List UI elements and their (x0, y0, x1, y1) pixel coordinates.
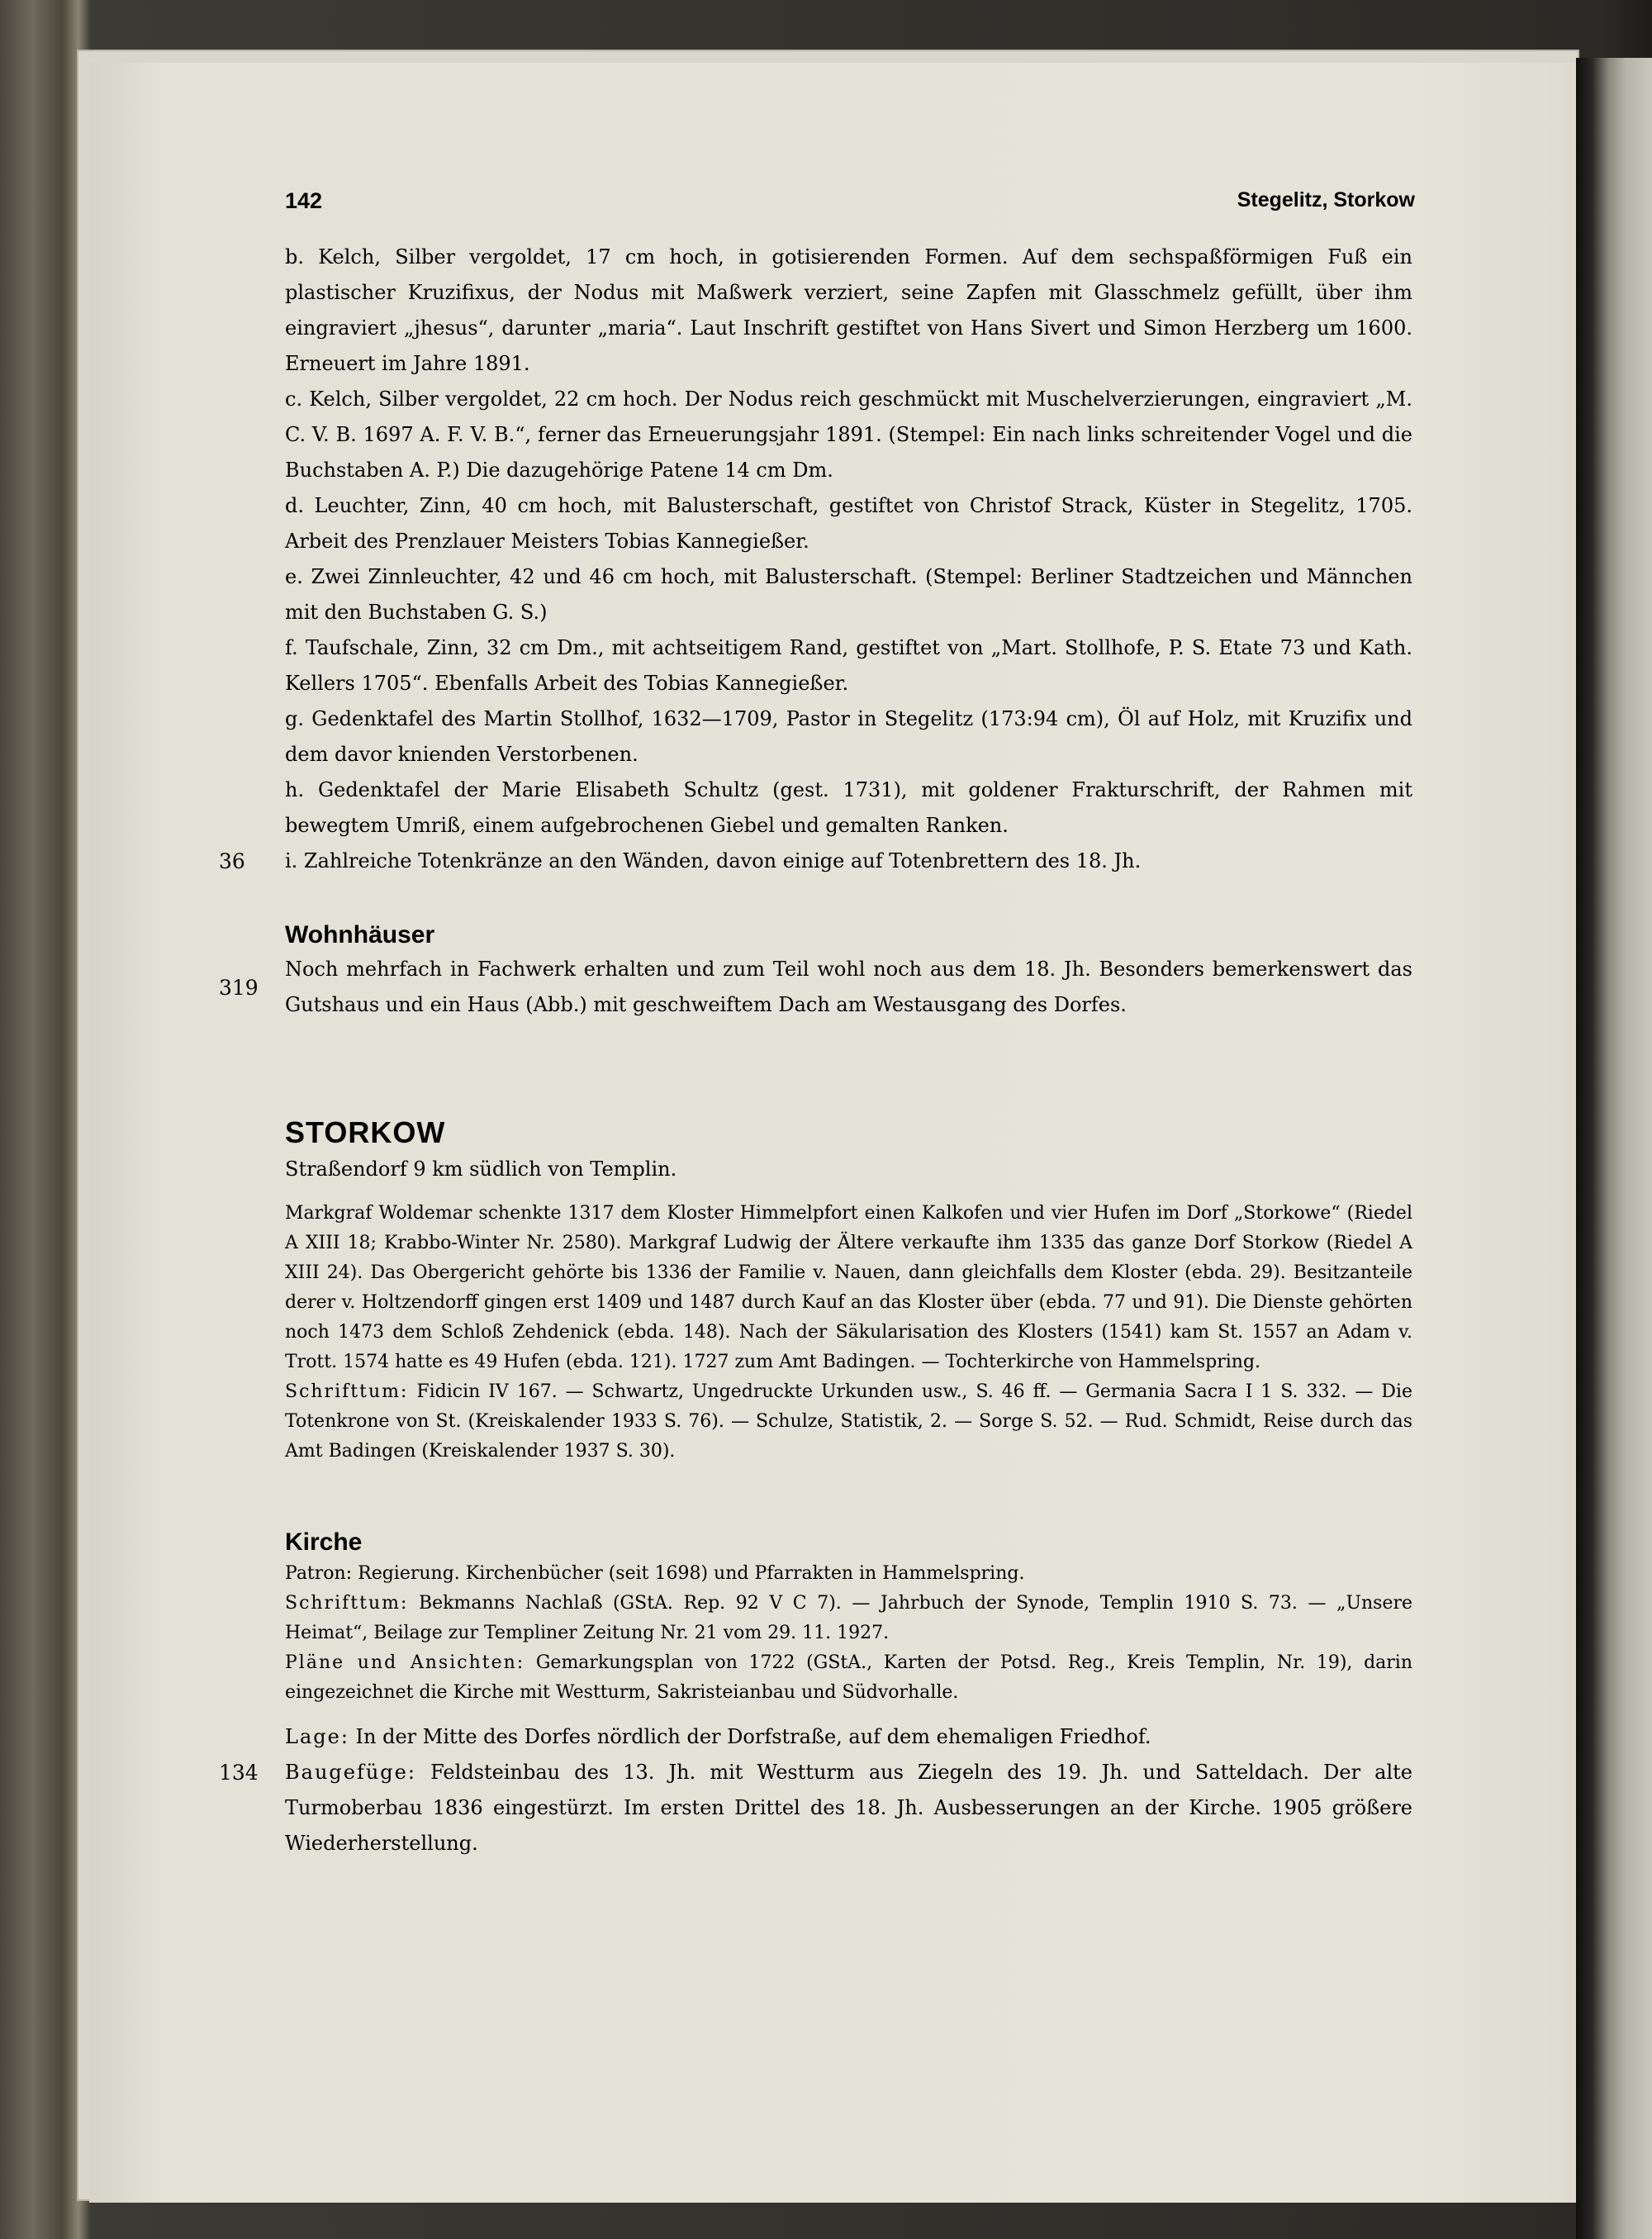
item-i-text: i. Zahlreiche Totenkränze an den Wänden, davon einige auf Totenbrettern des 18. Jh. (285, 849, 1142, 872)
structure-label: Baugefüge: (285, 1761, 416, 1784)
item-b: b. Kelch, Silber vergoldet, 17 cm hoch, in gotisierenden Formen. Auf dem sechspaßförmigen Fuß ein plastischer Kruzifixus, der Nodus mit Maßwerk verziert, seine Zapfen mit Glasschmelz gefüllt, über ihm eingraviert „jhesus“, darunter „maria“. Laut Inschrift gestiftet von Hans Sivert und Simon Herzberg um 1600. Erneuert im Jahre 1891. (285, 245, 1412, 375)
kirche-literature (285, 1589, 1412, 1648)
kirche-structure (219, 1755, 1412, 1861)
page-number: 142 (285, 188, 323, 213)
kirche-plans (285, 1648, 1412, 1708)
literature-label: Schrifttum: (285, 1381, 409, 1402)
item-i (219, 844, 1412, 879)
storkow-literature (285, 1377, 1412, 1467)
location-text: In der Mitte des Dorfes nördlich der Dorfstraße, auf dem ehemaligen Friedhof. (355, 1725, 1151, 1748)
kirche-patron (285, 1559, 1412, 1589)
page-content (219, 240, 1413, 1861)
literature-text: Fidicin IV 167. — Schwartz, Ungedruckte Urkunden usw., S. 46 ff. — Germania Sacra I 1 S. 332. — Die Totenkrone von St. (Kreiskalender 1933 S. 76). — Schulze, Statistik, 2. — Sorge S. 52. — Rud. Schmidt, Reise durch das Amt Badingen (Kreiskalender 1937 S. 30). (285, 1381, 1412, 1462)
margin-note: 134 (219, 1761, 259, 1785)
storkow-history: Markgraf Woldemar schenkte 1317 dem Kloster Himmelpfort einen Kalkofen und vier Hufen im Dorf „Storkowe“ (Riedel A XIII 18; Krabbo-Winter Nr. 2580). Markgraf Ludwig der Ältere verkaufte ihm 1335 das ganze Dorf Storkow (Riedel A XIII 24). Das Obergericht gehörte bis 1336 der Familie v. Nauen, dann gleichfalls dem Kloster (ebda. 29). Besitzanteile derer v. Holtzendorff gingen erst 1409 und 1487 durch Kauf an das Kloster über (ebda. 77 und 91). Die Dienste gehörten noch 1473 dem Schloß Zehdenick (ebda. 148). Nach der Säkularisation des Klosters (1541) kam St. 1557 an Adam v. Trott. 1574 hatte es 49 Hufen (ebda. 121). 1727 zum Amt Badingen. — Tochterkirche von Hammelspring. (285, 1203, 1412, 1372)
structure-text: Feldsteinbau des 13. Jh. mit Westturm aus Ziegeln des 19. Jh. und Satteldach. Der alte Turmoberbau 1836 eingestürzt. Im ersten Drittel des 18. Jh. Ausbesserungen an der Kirche. 1905 größere Wiederherstellung. (285, 1761, 1412, 1855)
item-g: g. Gedenktafel des Martin Stollhof, 1632—1709, Pastor in Stegelitz (173:94 cm), Öl auf Holz, mit Kruzifix und dem davor knienden Verstorbenen. (285, 707, 1412, 766)
section-heading-wohnhaeuser: Wohnhäuser (285, 921, 435, 948)
place-heading-storkow: STORKOW (285, 1115, 446, 1149)
wohnhaeuser-body: Noch mehrfach in Fachwerk erhalten und zum Teil wohl noch aus dem 18. Jh. Besonders bemerkenswert das Gutshaus und ein Haus (Abb.) mit geschweiftem Dach am Westausgang des Dorfes. (285, 958, 1412, 1016)
item-h: h. Gedenktafel der Marie Elisabeth Schultz (gest. 1731), mit goldener Frakturschrift, der Rahmen mit bewegtem Umriß, einem aufgebrochenen Giebel und gemalten Ranken. (285, 778, 1412, 837)
margin-note: 36 (219, 849, 245, 873)
item-f: f. Taufschale, Zinn, 32 cm Dm., mit achtseitigem Rand, gestiftet von „Mart. Stollhofe, P. S. Etate 73 und Kath. Kellers 1705“. Ebenfalls Arbeit des Tobias Kannegießer. (285, 636, 1412, 695)
plans-text: Gemarkungsplan von 1722 (GStA., Karten der Potsd. Reg., Kreis Templin, Nr. 19), darin eingezeichnet die Kirche mit Westturm, Sakristeianbau und Südvorhalle. (285, 1652, 1412, 1703)
storkow-subtitle: Straßendorf 9 km südlich von Templin. (285, 1158, 677, 1181)
literature-label: Schrifttum: (285, 1593, 409, 1614)
kirche-location (285, 1719, 1412, 1755)
patron-text: Regierung. Kirchenbücher (seit 1698) und Pfarrakten in Hammelspring. (358, 1563, 1025, 1584)
running-title: Stegelitz, Storkow (1237, 188, 1415, 212)
literature-text: Bekmanns Nachlaß (GStA. Rep. 92 V C 7). — Jahrbuch der Synode, Templin 1910 S. 73. — „Unsere Heimat“, Beilage zur Templiner Zeitung Nr. 21 vom 29. 11. 1927. (285, 1593, 1413, 1643)
location-label: Lage: (285, 1725, 349, 1748)
plans-label: Pläne und Ansichten: (285, 1652, 525, 1673)
section-heading-kirche: Kirche (285, 1528, 363, 1556)
item-c: c. Kelch, Silber vergoldet, 22 cm hoch. Der Nodus reich geschmückt mit Muschelverzierungen, eingraviert „M. C. V. B. 1697 A. F. V. B.“, ferner das Erneuerungsjahr 1891. (Stempel: Ein nach links schreitender Vogel und die Buchstaben A. P.) Die dazugehörige Patene 14 cm Dm. (285, 387, 1412, 482)
margin-note: 319 (219, 976, 259, 1000)
item-d: d. Leuchter, Zinn, 40 cm hoch, mit Balusterschaft, gestiftet von Christof Strack, Küster in Stegelitz, 1705. Arbeit des Prenzlauer Meisters Tobias Kannegießer. (285, 494, 1412, 553)
patron-label: Patron: (285, 1563, 353, 1584)
next-page-edge (1576, 58, 1652, 2239)
wohnhaeuser-text (219, 952, 1412, 1023)
item-e: e. Zwei Zinnleuchter, 42 und 46 cm hoch, mit Balusterschaft. (Stempel: Berliner Stadtzeichen und Männchen mit den Buchstaben G. S.) (285, 565, 1412, 624)
